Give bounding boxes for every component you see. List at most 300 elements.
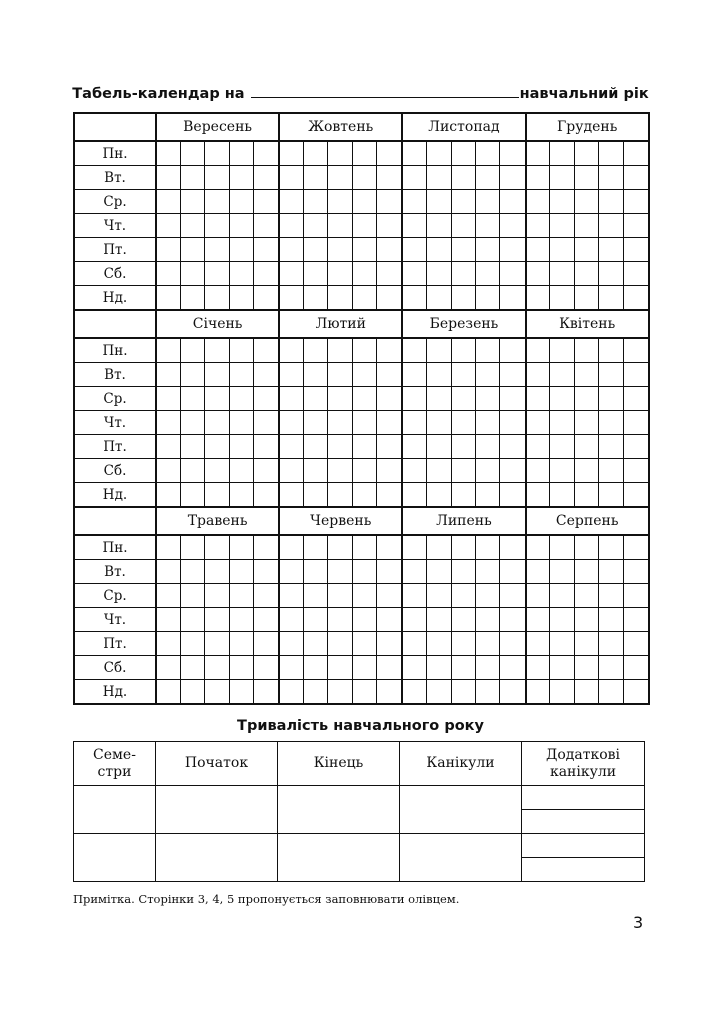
day-cell	[623, 387, 649, 411]
month-header: Квітень	[526, 310, 649, 338]
day-cell	[377, 632, 403, 656]
school-year-duration-table	[73, 741, 645, 882]
day-cell	[623, 560, 649, 584]
day-cell	[304, 141, 328, 166]
day-cell	[180, 141, 204, 166]
day-cell	[451, 680, 475, 705]
day-cell	[451, 238, 475, 262]
day-cell	[279, 363, 303, 387]
day-cell	[180, 632, 204, 656]
day-cell	[304, 363, 328, 387]
day-cell	[526, 632, 550, 656]
day-cell	[205, 286, 229, 311]
day-cell	[574, 632, 598, 656]
day-cell	[402, 190, 426, 214]
day-cell	[352, 238, 376, 262]
day-cell	[205, 141, 229, 166]
day-cell	[623, 214, 649, 238]
day-cell	[254, 459, 280, 483]
attendance-calendar-table	[73, 112, 650, 705]
weekday-label: Пн.	[74, 535, 156, 560]
day-cell	[451, 435, 475, 459]
day-cell	[526, 286, 550, 311]
day-cell	[402, 435, 426, 459]
day-cell	[156, 632, 180, 656]
day-cell	[574, 238, 598, 262]
col-extra-holidays: Додаткові канікули	[522, 742, 645, 786]
day-cell	[156, 680, 180, 705]
day-cell	[304, 411, 328, 435]
day-cell	[623, 632, 649, 656]
day-cell	[156, 435, 180, 459]
day-cell	[229, 262, 253, 286]
day-cell	[402, 656, 426, 680]
day-cell	[599, 387, 623, 411]
day-cell	[574, 363, 598, 387]
day-cell	[279, 262, 303, 286]
day-cell	[229, 483, 253, 508]
day-cell	[254, 632, 280, 656]
day-cell	[180, 262, 204, 286]
day-cell	[476, 262, 500, 286]
block-corner-cell	[74, 113, 156, 141]
day-cell	[377, 535, 403, 560]
day-cell	[427, 387, 451, 411]
day-cell	[427, 680, 451, 705]
day-cell	[180, 214, 204, 238]
day-cell	[352, 214, 376, 238]
day-cell	[352, 656, 376, 680]
day-cell	[476, 166, 500, 190]
day-cell	[377, 363, 403, 387]
day-cell	[205, 632, 229, 656]
day-cell	[500, 387, 526, 411]
semester-1-cell	[74, 786, 156, 834]
day-cell	[574, 459, 598, 483]
day-cell	[402, 560, 426, 584]
day-cell	[279, 238, 303, 262]
day-cell	[550, 680, 574, 705]
day-cell	[254, 483, 280, 508]
day-cell	[500, 483, 526, 508]
day-cell	[500, 584, 526, 608]
weekday-label: Вт.	[74, 560, 156, 584]
day-cell	[574, 435, 598, 459]
day-cell	[328, 560, 352, 584]
weekday-label: Пт.	[74, 238, 156, 262]
day-cell	[304, 459, 328, 483]
weekday-label: Вт.	[74, 166, 156, 190]
day-cell	[599, 214, 623, 238]
day-cell	[500, 680, 526, 705]
day-cell	[254, 338, 280, 363]
day-cell	[574, 214, 598, 238]
day-cell	[623, 435, 649, 459]
day-cell	[550, 435, 574, 459]
day-cell	[550, 656, 574, 680]
day-cell	[377, 435, 403, 459]
day-cell	[254, 560, 280, 584]
day-cell	[402, 584, 426, 608]
day-cell	[180, 387, 204, 411]
day-cell	[352, 560, 376, 584]
day-cell	[304, 560, 328, 584]
day-cell	[574, 387, 598, 411]
day-cell	[476, 435, 500, 459]
day-cell	[328, 435, 352, 459]
day-cell	[451, 387, 475, 411]
day-cell	[623, 262, 649, 286]
day-cell	[550, 608, 574, 632]
day-cell	[279, 338, 303, 363]
footnote: Примітка. Сторінки 3, 4, 5 пропонується заповнювати олівцем.	[73, 892, 460, 906]
day-cell	[476, 411, 500, 435]
day-cell	[205, 411, 229, 435]
day-cell	[229, 608, 253, 632]
day-cell	[550, 363, 574, 387]
day-cell	[156, 214, 180, 238]
day-cell	[526, 435, 550, 459]
day-cell	[402, 459, 426, 483]
day-cell	[526, 560, 550, 584]
block-corner-cell	[74, 507, 156, 535]
day-cell	[599, 363, 623, 387]
day-cell	[205, 190, 229, 214]
day-cell	[550, 483, 574, 508]
day-cell	[599, 435, 623, 459]
day-cell	[328, 483, 352, 508]
day-cell	[451, 608, 475, 632]
day-cell	[427, 560, 451, 584]
day-cell	[599, 166, 623, 190]
day-cell	[451, 535, 475, 560]
day-cell	[526, 363, 550, 387]
day-cell	[229, 387, 253, 411]
weekday-label: Вт.	[74, 363, 156, 387]
day-cell	[279, 387, 303, 411]
day-cell	[377, 141, 403, 166]
day-cell	[229, 656, 253, 680]
day-cell	[402, 338, 426, 363]
semester-2-end-cell	[278, 834, 400, 882]
month-header: Листопад	[402, 113, 525, 141]
day-cell	[402, 387, 426, 411]
day-cell	[599, 238, 623, 262]
day-cell	[180, 286, 204, 311]
day-cell	[451, 632, 475, 656]
semester-1-end-cell	[278, 786, 400, 834]
day-cell	[574, 190, 598, 214]
semester-2-cell	[74, 834, 156, 882]
day-cell	[451, 338, 475, 363]
day-cell	[500, 262, 526, 286]
day-cell	[402, 483, 426, 508]
day-cell	[402, 632, 426, 656]
day-cell	[599, 535, 623, 560]
day-cell	[229, 214, 253, 238]
day-cell	[205, 535, 229, 560]
day-cell	[352, 632, 376, 656]
day-cell	[402, 411, 426, 435]
day-cell	[180, 363, 204, 387]
day-cell	[304, 286, 328, 311]
block-corner-cell	[74, 310, 156, 338]
day-cell	[599, 411, 623, 435]
day-cell	[377, 166, 403, 190]
weekday-label: Пт.	[74, 435, 156, 459]
day-cell	[476, 459, 500, 483]
day-cell	[526, 535, 550, 560]
day-cell	[500, 411, 526, 435]
day-cell	[377, 608, 403, 632]
day-cell	[352, 411, 376, 435]
day-cell	[476, 632, 500, 656]
day-cell	[352, 363, 376, 387]
day-cell	[205, 680, 229, 705]
day-cell	[402, 141, 426, 166]
day-cell	[599, 141, 623, 166]
day-cell	[476, 656, 500, 680]
day-cell	[229, 286, 253, 311]
day-cell	[180, 680, 204, 705]
day-cell	[476, 608, 500, 632]
day-cell	[156, 338, 180, 363]
day-cell	[205, 656, 229, 680]
day-cell	[279, 141, 303, 166]
day-cell	[229, 560, 253, 584]
day-cell	[377, 680, 403, 705]
day-cell	[377, 411, 403, 435]
day-cell	[451, 166, 475, 190]
day-cell	[526, 483, 550, 508]
day-cell	[377, 387, 403, 411]
day-cell	[328, 387, 352, 411]
day-cell	[279, 166, 303, 190]
col-semesters: Семе- стри	[74, 742, 156, 786]
day-cell	[550, 459, 574, 483]
day-cell	[427, 166, 451, 190]
day-cell	[180, 584, 204, 608]
day-cell	[156, 166, 180, 190]
weekday-label: Сб.	[74, 262, 156, 286]
day-cell	[304, 166, 328, 190]
calendar-title	[0, 84, 721, 102]
title-prefix: Табель-календар на	[72, 86, 245, 102]
day-cell	[623, 190, 649, 214]
day-cell	[156, 459, 180, 483]
day-cell	[574, 141, 598, 166]
weekday-label: Чт.	[74, 411, 156, 435]
day-cell	[377, 584, 403, 608]
day-cell	[427, 338, 451, 363]
day-cell	[156, 363, 180, 387]
day-cell	[623, 680, 649, 705]
day-cell	[180, 190, 204, 214]
day-cell	[550, 286, 574, 311]
day-cell	[550, 262, 574, 286]
day-cell	[254, 262, 280, 286]
day-cell	[500, 286, 526, 311]
day-cell	[254, 584, 280, 608]
day-cell	[279, 435, 303, 459]
day-cell	[352, 459, 376, 483]
day-cell	[574, 584, 598, 608]
day-cell	[180, 435, 204, 459]
day-cell	[526, 141, 550, 166]
day-cell	[352, 286, 376, 311]
day-cell	[156, 483, 180, 508]
day-cell	[328, 584, 352, 608]
day-cell	[451, 190, 475, 214]
day-cell	[526, 190, 550, 214]
day-cell	[427, 483, 451, 508]
day-cell	[279, 459, 303, 483]
day-cell	[599, 286, 623, 311]
day-cell	[427, 656, 451, 680]
day-cell	[550, 214, 574, 238]
day-cell	[599, 483, 623, 508]
semester-2-extra-cell-a	[522, 834, 645, 858]
day-cell	[205, 338, 229, 363]
day-cell	[427, 214, 451, 238]
day-cell	[526, 238, 550, 262]
day-cell	[229, 584, 253, 608]
day-cell	[156, 560, 180, 584]
day-cell	[328, 608, 352, 632]
day-cell	[623, 608, 649, 632]
day-cell	[328, 262, 352, 286]
day-cell	[279, 560, 303, 584]
day-cell	[180, 656, 204, 680]
day-cell	[402, 286, 426, 311]
day-cell	[526, 411, 550, 435]
day-cell	[526, 387, 550, 411]
day-cell	[623, 166, 649, 190]
day-cell	[304, 584, 328, 608]
day-cell	[550, 190, 574, 214]
day-cell	[180, 338, 204, 363]
month-header: Лютий	[279, 310, 402, 338]
month-header: Грудень	[526, 113, 649, 141]
day-cell	[500, 656, 526, 680]
day-cell	[526, 338, 550, 363]
day-cell	[352, 483, 376, 508]
day-cell	[427, 535, 451, 560]
day-cell	[304, 632, 328, 656]
day-cell	[377, 459, 403, 483]
day-cell	[180, 608, 204, 632]
day-cell	[427, 608, 451, 632]
day-cell	[623, 584, 649, 608]
day-cell	[352, 584, 376, 608]
day-cell	[451, 584, 475, 608]
day-cell	[279, 214, 303, 238]
weekday-label: Нд.	[74, 286, 156, 311]
day-cell	[451, 262, 475, 286]
day-cell	[254, 411, 280, 435]
day-cell	[304, 535, 328, 560]
day-cell	[229, 363, 253, 387]
weekday-label: Ср.	[74, 584, 156, 608]
weekday-label: Сб.	[74, 656, 156, 680]
day-cell	[550, 411, 574, 435]
month-header: Вересень	[156, 113, 279, 141]
day-cell	[180, 166, 204, 190]
day-cell	[279, 286, 303, 311]
day-cell	[402, 238, 426, 262]
day-cell	[500, 166, 526, 190]
day-cell	[254, 608, 280, 632]
day-cell	[550, 166, 574, 190]
day-cell	[427, 262, 451, 286]
day-cell	[205, 238, 229, 262]
day-cell	[156, 141, 180, 166]
semester-2-start-cell	[156, 834, 278, 882]
day-cell	[599, 262, 623, 286]
day-cell	[352, 535, 376, 560]
month-header: Жовтень	[279, 113, 402, 141]
day-cell	[574, 535, 598, 560]
day-cell	[229, 141, 253, 166]
weekday-label: Пн.	[74, 141, 156, 166]
day-cell	[229, 166, 253, 190]
day-cell	[402, 535, 426, 560]
day-cell	[623, 141, 649, 166]
day-cell	[229, 190, 253, 214]
weekday-label: Ср.	[74, 190, 156, 214]
day-cell	[574, 166, 598, 190]
day-cell	[156, 387, 180, 411]
month-header: Липень	[402, 507, 525, 535]
day-cell	[526, 459, 550, 483]
day-cell	[156, 584, 180, 608]
day-cell	[623, 286, 649, 311]
day-cell	[352, 608, 376, 632]
day-cell	[623, 483, 649, 508]
day-cell	[328, 680, 352, 705]
day-cell	[402, 166, 426, 190]
day-cell	[180, 411, 204, 435]
day-cell	[229, 535, 253, 560]
day-cell	[352, 338, 376, 363]
day-cell	[599, 584, 623, 608]
day-cell	[476, 680, 500, 705]
day-cell	[599, 338, 623, 363]
day-cell	[451, 656, 475, 680]
day-cell	[304, 387, 328, 411]
day-cell	[500, 608, 526, 632]
day-cell	[205, 608, 229, 632]
day-cell	[156, 286, 180, 311]
day-cell	[599, 459, 623, 483]
day-cell	[476, 560, 500, 584]
day-cell	[476, 363, 500, 387]
day-cell	[205, 560, 229, 584]
day-cell	[156, 262, 180, 286]
day-cell	[328, 141, 352, 166]
day-cell	[279, 483, 303, 508]
day-cell	[623, 535, 649, 560]
day-cell	[352, 262, 376, 286]
day-cell	[328, 459, 352, 483]
day-cell	[205, 214, 229, 238]
day-cell	[427, 435, 451, 459]
day-cell	[377, 286, 403, 311]
month-header: Січень	[156, 310, 279, 338]
day-cell	[623, 411, 649, 435]
day-cell	[229, 459, 253, 483]
day-cell	[476, 141, 500, 166]
